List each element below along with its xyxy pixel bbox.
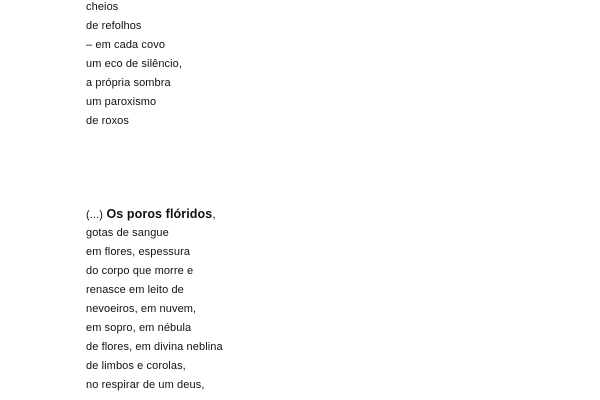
poem-line: a própria sombra (86, 77, 171, 89)
poem-line: gotas de sangue (86, 227, 169, 239)
poem-stanza-2 (86, 205, 223, 395)
ellipsis-marker: (...) (86, 209, 103, 221)
poem-line: renasce em leito de (86, 284, 184, 296)
poem-line: do corpo que morre e (86, 265, 194, 277)
poem-section-heading: Os poros flóridos (106, 207, 213, 221)
poem-opening-line (86, 205, 223, 224)
poem-line: de flores, em divina neblina (86, 341, 223, 353)
poem-line: em sopro, em nébula (86, 322, 192, 334)
poem-stanza-1 (86, 0, 182, 131)
poem-line: em flores, espessura (86, 246, 191, 258)
poem-line: de refolhos (86, 20, 142, 32)
poem-line: um paroxismo (86, 96, 157, 108)
poem-line: nevoeiros, em nuvem, (86, 303, 197, 315)
poem-line: de roxos (86, 115, 129, 127)
opening-punctuation: , (212, 207, 216, 221)
poem-line: cheios (86, 1, 119, 13)
poem-line: um eco de silêncio, (86, 58, 183, 70)
poem-line: no respirar de um deus, (86, 379, 205, 391)
poem-line: – em cada covo (86, 39, 166, 51)
poem-line: de limbos e corolas, (86, 360, 186, 372)
